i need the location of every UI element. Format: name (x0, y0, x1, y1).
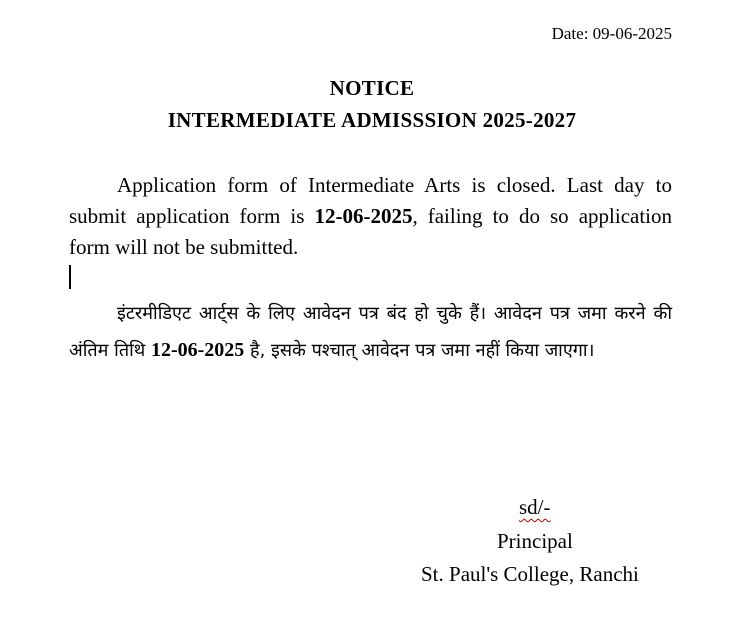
notice-title: NOTICE (329, 76, 415, 100)
english-text-part1: Application form of Intermediate Arts is closed. Last day to submit application form is (69, 173, 672, 228)
signature-designation: Principal (497, 529, 573, 553)
signature-institution: St. Paul's College, Ranchi (421, 562, 639, 586)
english-paragraph[interactable] (69, 170, 672, 263)
english-last-date: 12-06-2025 (314, 204, 413, 228)
hindi-last-date: 12-06-2025 (150, 339, 245, 361)
notice-subtitle: INTERMEDIATE ADMISSSION 2025-2027 (167, 108, 577, 132)
hindi-paragraph[interactable] (69, 295, 672, 369)
signature-sd: sd/- (519, 495, 551, 519)
text-cursor (69, 265, 71, 289)
english-text-part2: , failing to do so application form will not be submitted. (69, 204, 673, 259)
hindi-text-part1: इंटरमीडिएट आर्ट्स के लिए आवेदन पत्र बंद हो चुके हैं। आवेदन पत्र जमा करने की अंतिम तिथि (69, 303, 672, 361)
notice-date: Date: 09-06-2025 (551, 24, 672, 43)
hindi-text-part2: है, इसके पश्चात् आवेदन पत्र जमा नहीं किया जाएगा। (244, 340, 595, 361)
